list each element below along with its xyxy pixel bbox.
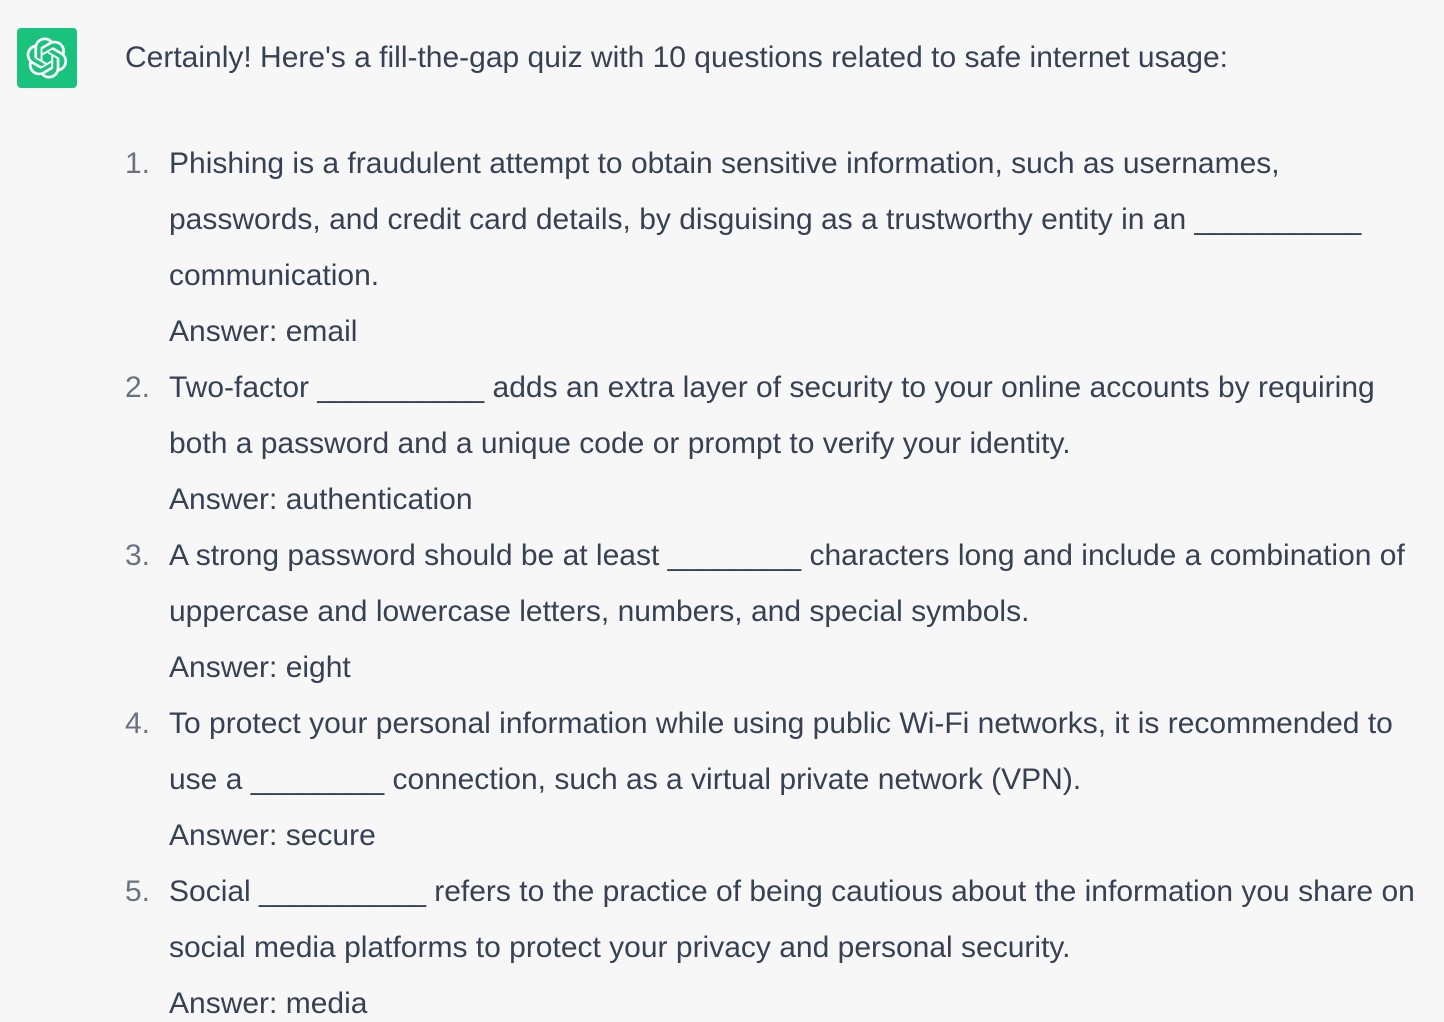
list-item <box>125 696 1425 864</box>
question-text: A strong password should be at least ________ characters long and include a combination of uppercase and lowercase letters, numbers, and special symbols. <box>169 539 1405 628</box>
question-text: Two-factor __________ adds an extra layer of security to your online accounts by requiring both a password and a unique code or prompt to verify your identity. <box>169 371 1375 460</box>
list-item <box>125 528 1425 696</box>
list-item <box>125 864 1425 1022</box>
answer-text: Answer: secure <box>169 819 376 852</box>
question-text: To protect your personal information while using public Wi-Fi networks, it is recommended to use a ________ connection, such as a virtual private network (VPN). <box>169 707 1393 796</box>
assistant-avatar <box>17 28 77 88</box>
list-item <box>125 360 1425 528</box>
message-intro: Certainly! Here's a fill-the-gap quiz with 10 questions related to safe internet usage: <box>125 41 1228 74</box>
item-number: 3. <box>125 539 151 572</box>
answer-text: Answer: email <box>169 315 358 348</box>
item-number: 2. <box>125 371 151 404</box>
assistant-message <box>125 34 1425 1020</box>
item-number: 5. <box>125 875 151 908</box>
openai-logo-icon <box>26 37 68 79</box>
question-text: Phishing is a fraudulent attempt to obtain sensitive information, such as usernames, passwords, and credit card details, by disguising as a trustworthy entity in an __________ communication. <box>169 147 1362 292</box>
item-number: 4. <box>125 707 151 740</box>
answer-text: Answer: media <box>169 987 368 1020</box>
list-item <box>125 136 1425 360</box>
question-text: Social __________ refers to the practice of being cautious about the information you share on social media platforms to protect your privacy and personal security. <box>169 875 1415 964</box>
answer-text: Answer: authentication <box>169 483 473 516</box>
item-number: 1. <box>125 147 151 180</box>
answer-text: Answer: eight <box>169 651 351 684</box>
quiz-list <box>125 136 1425 1022</box>
